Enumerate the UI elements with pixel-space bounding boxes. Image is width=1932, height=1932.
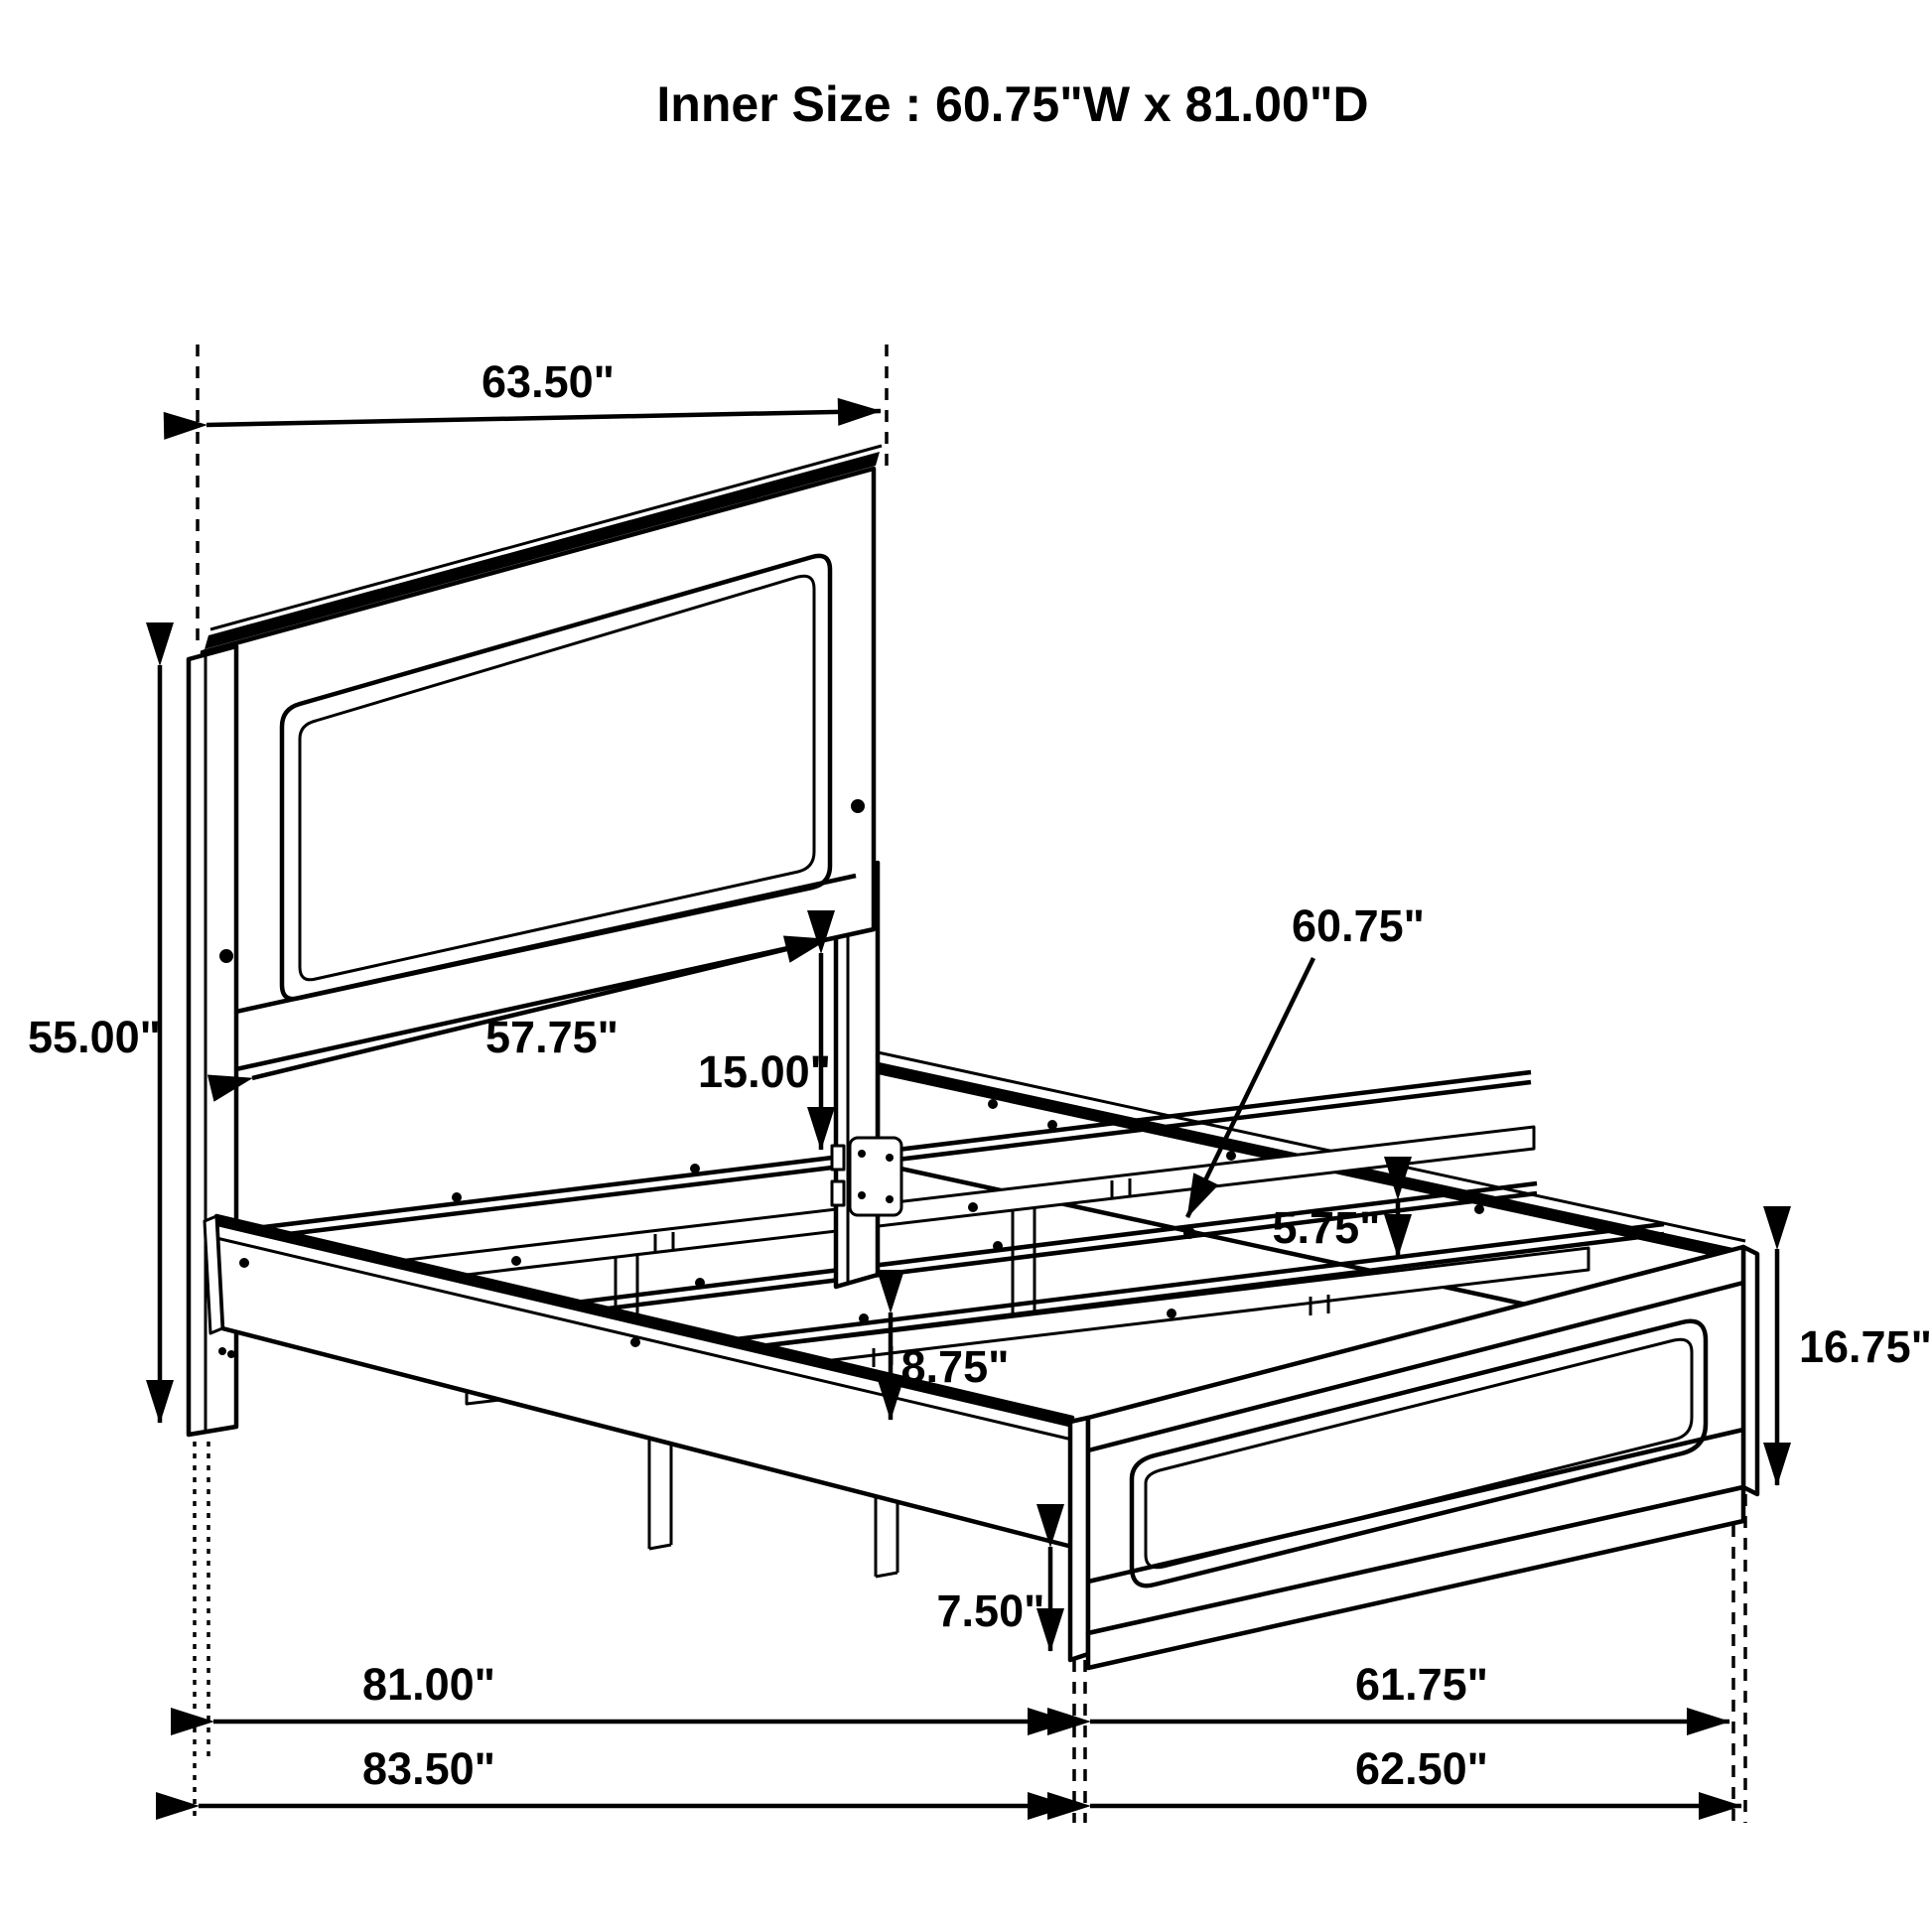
screw-dot [859,1313,869,1323]
screw-dot [1167,1309,1176,1318]
support-leg-foot [876,1573,897,1577]
screw-dot [1226,1151,1236,1161]
screw-dot [690,1164,700,1173]
dim-footboard-height: 16.75" [1799,1321,1932,1372]
rail-bracket-plate [850,1138,901,1215]
screw-dot [452,1192,462,1202]
dim-arrow-headboard-width [207,411,881,425]
bracket-screw [858,1191,866,1199]
dim-inner-length: 81.00" [362,1659,495,1710]
dim-footboard-leg-height: 7.50" [936,1586,1045,1636]
screw-dot [1474,1204,1484,1214]
screw-dot [968,1202,978,1212]
screw-dot [239,1258,249,1268]
screw-dot [218,1347,226,1355]
screw-dot [511,1256,521,1266]
dim-headboard-panel-width: 57.75" [485,1012,619,1062]
footboard-left-leg [1070,1418,1088,1660]
diagram-title: Inner Size : 60.75"W x 81.00"D [656,76,1369,132]
bracket-screw [886,1154,894,1162]
dimension-annotations [28,356,1932,1806]
dim-slat-rail-gap: 5.75" [1272,1202,1381,1253]
screw-dot [1183,1227,1195,1239]
dim-headboard-leg-to-rail: 15.00" [698,1046,831,1097]
dim-footboard-inner-width: 61.75" [1355,1659,1488,1710]
dim-side-rail-height: 8.75" [900,1341,1010,1392]
screw-dot [630,1337,640,1347]
bracket-hook [832,1146,844,1170]
bracket-screw [858,1150,866,1158]
dim-headboard-height: 55.00" [28,1012,161,1062]
screw-dot [219,949,233,963]
bracket-hook [832,1181,844,1205]
dim-slat-rail-length: 60.75" [1292,900,1425,951]
dim-footboard-width: 62.50" [1355,1743,1488,1794]
bracket-screw [886,1195,894,1203]
screw-dot [1047,1120,1057,1130]
screw-dot [851,799,865,813]
screw-dot [695,1278,705,1288]
screw-dot [988,1099,998,1109]
screw-dot [993,1241,1003,1251]
headboard-panel [203,469,874,1074]
dim-total-length: 83.50" [362,1743,495,1794]
support-leg-foot [649,1545,671,1549]
dim-headboard-width: 63.50" [482,356,615,407]
screw-dot [227,1350,235,1358]
